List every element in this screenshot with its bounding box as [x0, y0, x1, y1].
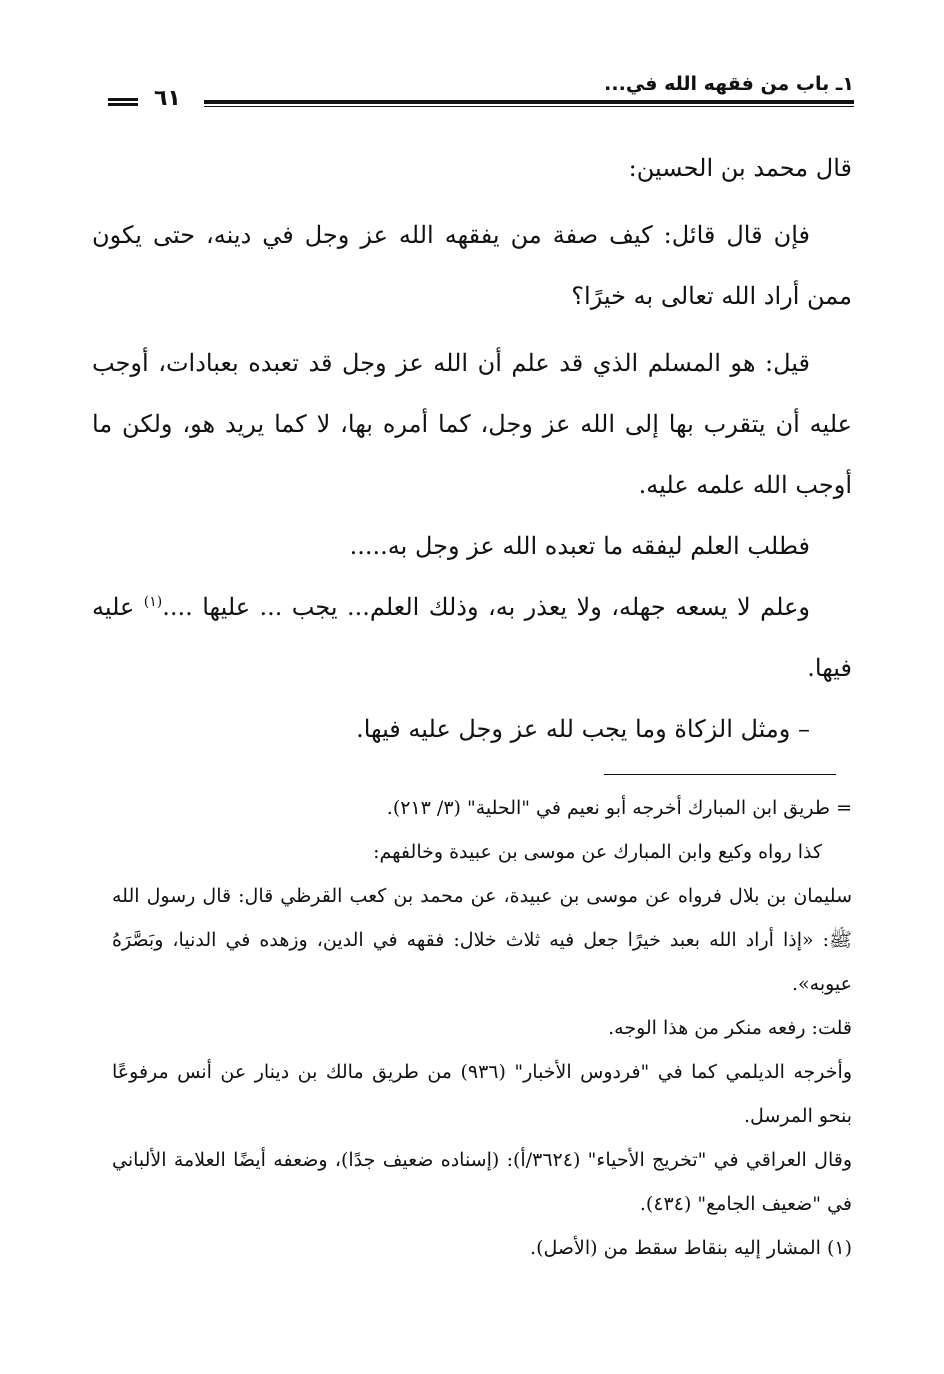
paragraph [92, 577, 852, 699]
page-header [108, 72, 854, 112]
footnote-line: قلت: رفعه منكر من هذا الوجه. [608, 1017, 852, 1039]
footnote-line: وقال العراقي في "تخريج الأحياء" (٣٦٢٤/أ): (إسناده ضعيف جدًا)، وضعفه أيضًا العلامة الألباني في "ضعيف الجامع" (٤٣٤). [112, 1149, 853, 1215]
paragraph: – ومثل الزكاة وما يجب لله عز وجل عليه فيها. [356, 715, 810, 743]
footnote-line: كذا رواه وكيع وابن المبارك عن موسى بن عبيدة وخالفهم: [373, 841, 822, 863]
footnote-line: = طريق ابن المبارك أخرجه أبو نعيم في "الحلية" (٣/ ٢١٣). [386, 797, 852, 819]
footnote-reference[interactable]: (١) [143, 594, 163, 610]
page-number-mark [108, 98, 138, 101]
paragraph-text: عليه فيها. [92, 593, 852, 682]
page-number: ٦١ [154, 86, 181, 111]
footnote-separator [604, 774, 836, 775]
footnotes [112, 786, 852, 1270]
paragraph: فإن قال قائل: كيف صفة من يفقهه الله عز وجل في دينه، حتى يكون ممن أراد الله تعالى به خيرًا؟ [92, 221, 852, 310]
paragraph-text: وعلم لا يسعه جهله، ولا يعذر به، وذلك العلم... يجب ... عليها .... [162, 593, 810, 621]
paragraph: فطلب العلم ليفقه ما تعبده الله عز وجل به..... [349, 532, 810, 560]
main-text [92, 138, 852, 760]
paragraph: قال محمد بن الحسين: [628, 154, 852, 182]
chapter-title: ١ـ باب من فقهه الله في... [604, 73, 854, 95]
footnote-line: سليمان بن بلال فرواه عن موسى بن عبيدة، عن محمد بن كعب القرظي قال: قال رسول الله ﷺ: «إذا أراد الله بعبد خيرًا جعل فيه ثلاث خلال: فقهه في الدين، وزهده في الدنيا، وبَصَّرَهُ عيوبه». [112, 885, 852, 995]
footnote-line: وأخرجه الديلمي كما في "فردوس الأخبار" (٩٣٦) من طريق مالك بن دينار عن أنس مرفوعًا بنحو المرسل. [112, 1061, 852, 1127]
footnote-line: (١) المشار إليه بنقاط سقط من (الأصل). [530, 1237, 852, 1259]
paragraph: قيل: هو المسلم الذي قد علم أن الله عز وجل قد تعبده بعبادات، أوجب عليه أن يتقرب بها إلى الله عز وجل، كما أمره بها، لا كما يريد هو، ولكن ما أوجب الله علمه عليه. [92, 349, 852, 499]
header-rule [204, 100, 854, 107]
